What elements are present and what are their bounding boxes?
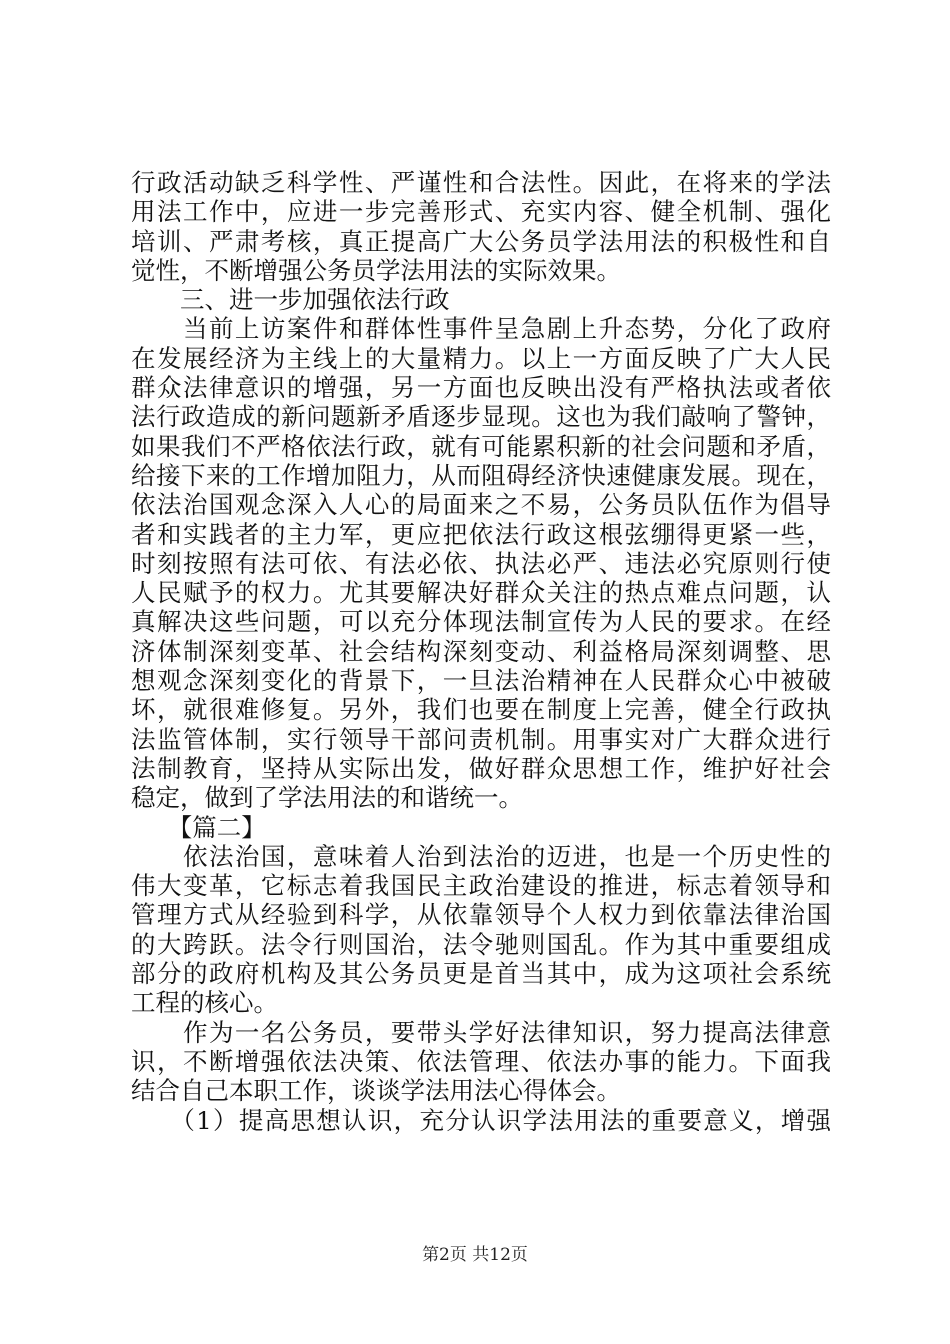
text-line: 者和实践者的主力军，更应把依法行政这根弦绷得更紧一些， [131,519,831,549]
text-line: 伟大变革，它标志着我国民主政治建设的推进，标志着领导和 [131,871,831,901]
text-line: 当前上访案件和群体性事件呈急剧上升态势，分化了政府 [131,314,831,344]
text-line: 人民赋予的权力。尤其要解决好群众关注的热点难点问题，认 [131,578,831,608]
text-line: 济体制深刻变革、社会结构深刻变动、利益格局深刻调整、思 [131,636,831,666]
text-line: 时刻按照有法可依、有法必依、执法必严、违法必究原则行使 [131,548,831,578]
text-line: （1）提高思想认识，充分认识学法用法的重要意义，增强 [131,1105,831,1135]
text-line: 如果我们不严格依法行政，就有可能累积新的社会问题和矛盾， [131,431,831,461]
text-line: 部分的政府机构及其公务员更是首当其中，成为这项社会系统 [131,959,831,989]
text-line: 作为一名公务员，要带头学好法律知识，努力提高法律意 [131,1017,831,1047]
text-line: 结合自己本职工作，谈谈学法用法心得体会。 [131,1076,621,1106]
text-line: 真解决这些问题，可以充分体现法制宣传为人民的要求。在经 [131,607,831,637]
text-line: 识，不断增强依法决策、依法管理、依法办事的能力。下面我 [131,1046,831,1076]
text-line: 依法治国，意味着人治到法治的迈进，也是一个历史性的 [131,841,831,871]
text-line: 稳定，做到了学法用法的和谐统一。 [131,783,523,813]
text-line: 培训、严肃考核，真正提高广大公务员学法用法的积极性和自 [131,226,831,256]
text-line: 用法工作中，应进一步完善形式、充实内容、健全机制、强化 [131,197,831,227]
page-number-footer: 第2页 共12页 [422,1245,528,1265]
text-line: 行政活动缺乏科学性、严谨性和合法性。因此，在将来的学法 [131,168,831,197]
text-line: 觉性，不断增强公务员学法用法的实际效果。 [131,255,621,285]
text-line: 想观念深刻变化的背景下，一旦法治精神在人民群众心中被破 [131,666,831,696]
text-line: 在发展经济为主线上的大量精力。以上一方面反映了广大人民 [131,343,831,373]
section-heading: 三、进一步加强依法行政 [131,285,450,315]
text-line: 群众法律意识的增强，另一方面也反映出没有严格执法或者依 [131,373,831,403]
text-line: 法监管体制，实行领导干部问责机制。用事实对广大群众进行 [131,724,831,754]
text-line: 法制教育，坚持从实际出发，做好群众思想工作，维护好社会 [131,753,831,783]
text-line: 的大跨跃。法令行则国治，法令驰则国乱。作为其中重要组成 [131,929,831,959]
body-text [131,168,831,1135]
section-heading: 【篇二】 [131,812,266,842]
text-line: 给接下来的工作增加阻力，从而阻碍经济快速健康发展。现在， [131,460,831,490]
text-line: 管理方式从经验到科学，从依靠领导个人权力到依靠法律治国 [131,900,831,930]
text-line: 法行政造成的新问题新矛盾逐步显现。这也为我们敲响了警钟， [131,402,831,432]
text-line: 坏，就很难修复。另外，我们也要在制度上完善，健全行政执 [131,695,831,725]
text-line: 依法治国观念深入人心的局面来之不易，公务员队伍作为倡导 [131,490,831,520]
text-line: 工程的核心。 [131,988,278,1018]
